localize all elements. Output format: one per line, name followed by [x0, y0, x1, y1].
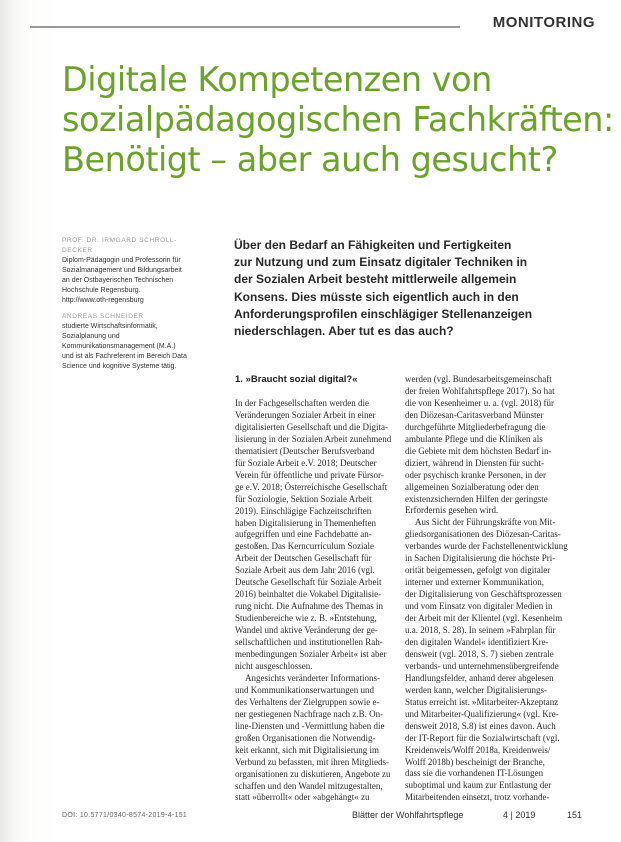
body-line: ner gestiegenen Nachfrage nach z.B. On- [235, 708, 384, 719]
body-line: Wandel und aktive Veränderung der ge- [235, 625, 378, 636]
lead-line: Über den Bedarf an Fähigkeiten und Fertigkeiten [234, 238, 512, 252]
body-line: der Digitalisierung von Geschäftsprozessen [405, 589, 562, 600]
body-line: haben Digitalisierung in Themenheften [235, 517, 377, 528]
author-sidebar [62, 236, 187, 378]
body-line: den digitalen Wandel« identifiziert Kre- [405, 636, 549, 647]
body-line: orität beigemessen, gefolgt von digitaler [405, 565, 551, 576]
body-line: gestoßen. Das Kerncurriculum Soziale [235, 541, 374, 552]
body-line: Angesichts veränderter Informations- [245, 672, 380, 683]
body-line: Status erreicht ist. »Mitarbeiter-Akzeptanz [405, 696, 559, 707]
body-line: organisationen zu diskutieren, Angebote zu [235, 768, 391, 779]
body-line: schaffen und den Wandel mitzugestalten, [235, 780, 383, 791]
body-line: Aus Sicht der Führungskräfte von Mit- [415, 517, 556, 528]
body-line: Studienbereiche wie z. B. »Entstehung, [235, 613, 377, 624]
body-column-left [235, 374, 403, 804]
body-line: Handlungsfelder, anhand derer abgelesen [405, 672, 554, 683]
body-line: die von Kesenheimer u. a. (vgl. 2018) für [405, 397, 554, 408]
author-bio: Diplom-Pädagogin und Professorin für Sozialmanagement und Bildungsarbeit an der Ostbayerischen Technischen Hochschule Regensburg. http://www.oth-regensburg [62, 257, 182, 304]
body-line: Kreidenweis/Wolff 2018a, Kreidenweis/ [405, 744, 551, 755]
lead-line: Anforderungsprofilen einschlägiger Stellenanzeigen [234, 306, 533, 321]
body-line: u.a. 2018, S. 28). In seinem »Fahrplan für [405, 625, 556, 636]
body-line: für Soziologie, Sektion Soziale Arbeit [235, 493, 372, 504]
body-line: menbedingungen Sozialer Arbeit« ist aber [235, 649, 387, 660]
body-line: Arbeit der Deutschen Gesellschaft für [235, 553, 372, 564]
body-line: und Kommunikationserwartungen und [235, 684, 374, 695]
body-line: verbands- und unternehmensübergreifende [405, 660, 559, 671]
author-name: ANDREAS SCHNEIDER [62, 313, 144, 320]
section-label: MONITORING [492, 14, 595, 31]
body-line: für Soziale Arbeit e.V. 2018; Deutscher [235, 457, 377, 468]
body-line: großen Organisationen die Notwendig- [235, 732, 376, 743]
body-line: lisierung in der Sozialen Arbeit zunehmend [235, 433, 392, 444]
body-line: line-Diensten und -Vermittlung haben die [235, 720, 385, 731]
body-line: und Mitarbeiter-Qualifizierung« (vgl. Kre- [405, 708, 559, 719]
body-line: nicht ausgeschlossen. [235, 660, 313, 671]
section-rule [30, 26, 460, 28]
body-line: der IT-Report für die Sozialwirtschaft (vgl. [405, 732, 560, 743]
body-line: werden kann, welcher Digitalisierungs- [405, 684, 547, 695]
page-number: 151 [566, 810, 582, 820]
body-line: 2019). Einschlägige Fachzeitschriften [235, 505, 372, 516]
body-line: in Sachen Digitalisierung die höchste Pri- [405, 553, 556, 564]
footer-doi: DOI: 10.5771/0340-8574-2019-4-151 [62, 812, 188, 819]
title-line: Digitale Kompetenzen von [62, 60, 492, 99]
section-subheading: 1. »Braucht sozial digital?« [235, 374, 358, 385]
body-line: oder psychisch kranke Personen, in der [405, 469, 546, 480]
body-line: In der Fachgesellschaften werden die [235, 398, 369, 408]
body-line: den Diözesan-Caritasverband Münster [405, 409, 544, 420]
body-line: verbandes wurde der Fachstellenentwicklung [405, 541, 568, 552]
body-line: diziert, während in Diensten für sucht- [405, 457, 544, 468]
body-line: Verbund zu befassten, mit ihren Mitglieds- [235, 756, 389, 767]
body-line: werden (vgl. Bundesarbeitsgemeinschaft [405, 374, 552, 384]
body-line: und vom Einsatz von digitaler Medien in [405, 601, 553, 612]
body-line: der Arbeit mit der Klientel (vgl. Kesenheim [405, 613, 563, 624]
article-title [62, 60, 614, 180]
body-line: Soziale Arbeit aus dem Jahr 2016 (vgl. [235, 565, 375, 576]
body-line: Veränderungen Sozialer Arbeit in einer [235, 409, 376, 420]
body-line: Erfordernis gesehen wird. [405, 505, 499, 516]
title-line: Benötigt – aber auch gesucht? [62, 140, 558, 179]
body-line: densweit (vgl. 2018, S. 7) sieben zentrale [405, 648, 554, 659]
body-line: des Verhaltens der Zielgruppen sowie e- [235, 696, 380, 707]
body-line: der freien Wohlfahrtspflege 2017). So hat [405, 385, 555, 396]
body-line: Wolff 2018b) bescheinigt der Branche, [405, 756, 545, 767]
title-line: sozialpädagogischen Fachkräften: [62, 100, 614, 139]
body-line: 2016) beinhaltet die Vokabel Digitalisie- [235, 589, 382, 600]
footer-journal: Blätter der Wohlfahrtspflege [352, 810, 464, 820]
body-line: durchgeführte Mitgliederbefragung die [405, 421, 546, 432]
body-column-right [405, 374, 573, 804]
body-line: allgemeinen Sozialberatung oder den [405, 481, 539, 492]
author-bio: studierte Wirtschaftsinformatik, Sozialplanung und Kommunikationsmanagement (M.A.) und ist als Fachreferent im Bereich Data Science und kognitive Systeme tätig. [62, 323, 187, 370]
body-line: dass sie die vorhandenen IT-Lösungen [405, 768, 544, 779]
body-line: aufgegriffen und eine Fachdebatte an- [235, 529, 372, 540]
lead-line: zur Nutzung und zum Einsatz digitaler Techniken in [234, 255, 528, 270]
section-header [455, 12, 595, 34]
lead-line: niederschlagen. Aber tut es das auch? [234, 324, 454, 339]
body-line: rung nicht. Die Aufnahme des Themas in [235, 601, 384, 612]
body-line: densweit 2018, S.8) ist eines davon. Auch [405, 720, 556, 731]
body-line: interner und externer Kommunikation, [405, 577, 544, 588]
body-line: gliedsorganisationen des Diözesan-Caritas- [405, 529, 561, 540]
body-line: thematisiert (Deutscher Berufsverband [235, 445, 375, 456]
author-name: PROF. DR. IRMGARD SCHROLL-DECKER [62, 237, 177, 254]
page-footer [62, 810, 582, 824]
body-line: keit erkannt, sich mit Digitalisierung im [235, 744, 379, 755]
body-line: statt »überrollt« oder »abgehängt« zu [235, 792, 370, 803]
lead-paragraph [234, 237, 574, 340]
body-line: ge e.V. 2018; Österreichische Gesellschaft [235, 481, 388, 492]
lead-line: Konsens. Dies müsste sich eigentlich auch in den [234, 289, 519, 304]
body-line: existenzsichernden Hilfen der geringste [405, 493, 548, 504]
body-line: ambulante Pflege und die Kliniken als [405, 433, 543, 444]
body-line: Verein für öffentliche und private Fürsor- [235, 469, 384, 480]
body-line: die Gebiete mit dem höchsten Bedarf in- [405, 445, 552, 456]
lead-line: der Sozialen Arbeit besteht mittlerweile allgemein [234, 272, 517, 287]
body-line: digitalisierten Gesellschaft und die Digita- [235, 421, 388, 432]
footer-issue: 4 | 2019 [503, 810, 536, 820]
body-line: sellschaftlichen und institutionellen Rah- [235, 637, 383, 648]
body-line: Mitarbeitenden einsetzt, trotz vorhande- [405, 792, 550, 803]
body-line: Deutsche Gesellschaft für Soziale Arbeit [235, 577, 382, 588]
body-line: suboptimal und kaum zur Entlastung der [405, 780, 552, 791]
